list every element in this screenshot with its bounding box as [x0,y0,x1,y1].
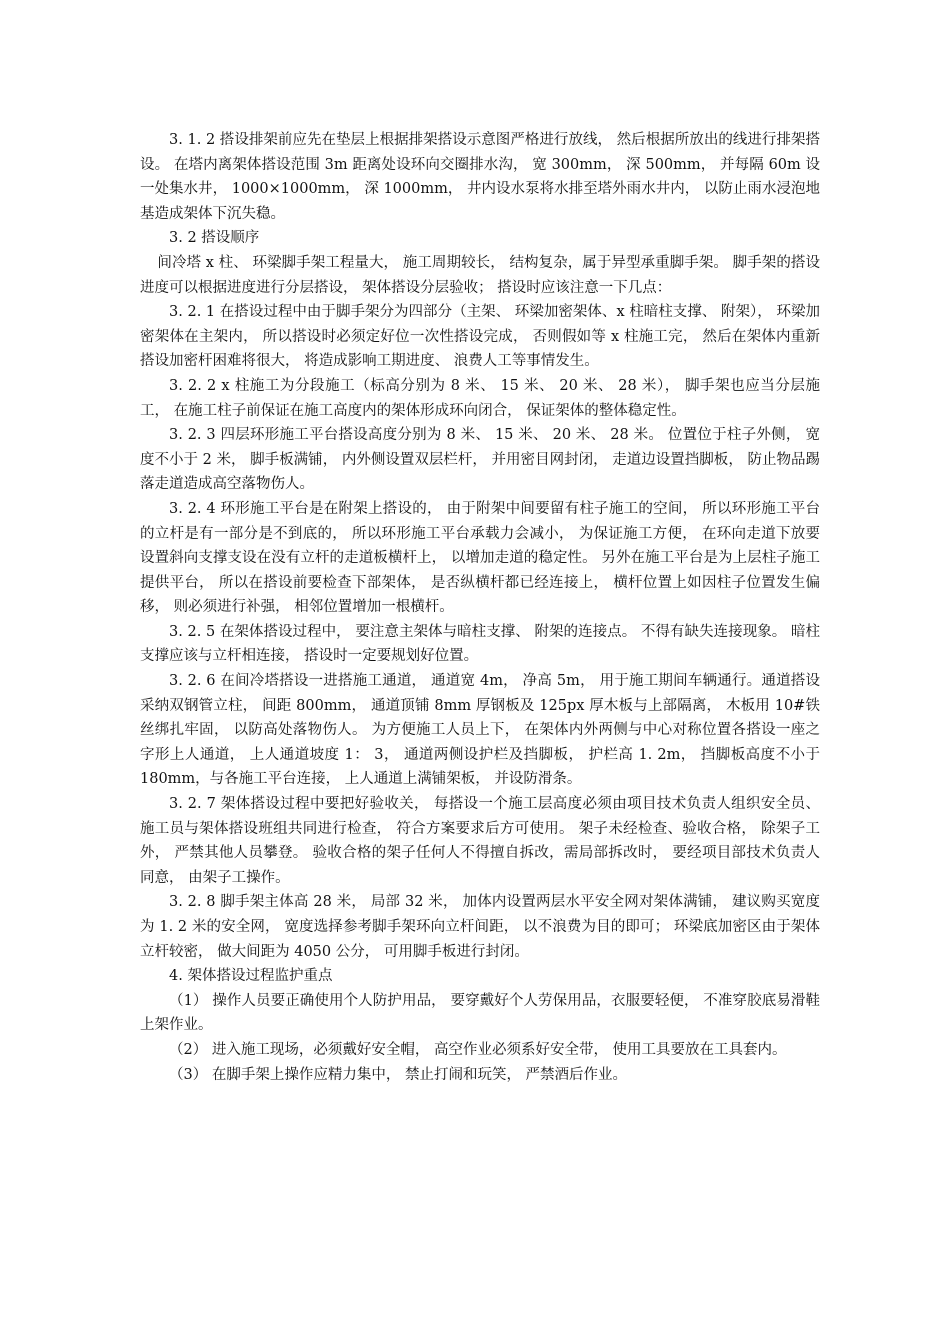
document-body [140,128,820,1087]
paragraph-3-2-8: 3. 2. 8 脚手架主体高 28 米， 局部 32 米， 加体内设置两层水平安全网对架体满铺， 建议购买宽度为 1. 2 米的安全网， 宽度选择参考脚手架环向立杆间距， 以不浪费为目的即可； 环梁底加密区由于架体立杆较密， 做大间距为 4050 公分， 可用脚手板进行封闭。 [140,894,820,960]
heading-4: 4. 架体搭设过程监护重点 [169,968,333,985]
list-item-3: （3） 在脚手架上操作应精力集中， 禁止打闹和玩笑， 严禁酒后作业。 [169,1066,628,1083]
paragraph-3-1-2: 3. 1. 2 搭设排架前应先在垫层上根据排架搭设示意图严格进行放线， 然后根据所放出的线进行排架搭设。 在塔内离架体搭设范围 3m 距离处设环向交圈排水沟， 宽 300mm， 深 500mm， 并每隔 60m 设一处集水井， 1000×1000mm， 深 1000mm， 井内设水泵将水排至塔外雨水井内， 以防止雨水浸泡地基造成架体下沉失稳。 [140,132,820,222]
paragraph-3-2-5: 3. 2. 5 在架体搭设过程中， 要注意主架体与暗柱支撑、 附架的连接点。 不得有缺失连接现象。 暗柱支撑应该与立杆相连接， 搭设时一定要规划好位置。 [140,623,820,665]
list-item-1: （1） 操作人员要正确使用个人防护用品， 要穿戴好个人劳保用品，衣服要轻便， 不准穿胶底易滑鞋上架作业。 [140,992,820,1034]
paragraph-intro: 间冷塔 x 柱、 环梁脚手架工程量大， 施工周期较长， 结构复杂，属于异型承重脚手架。 脚手架的搭设进度可以根据进度进行分层搭设， 架体搭设分层验收； 搭设时应该注意一下几点： [140,254,820,296]
paragraph-3-2-1: 3. 2. 1 在搭设过程中由于脚手架分为四部分（主架、 环梁加密架体、x 柱暗柱支撑、 附架）， 环梁加密架体在主架内， 所以搭设时必须定好位一次性搭设完成， 否则假如等 x 柱施工完， 然后在架体内重新搭设加密杆困难将很大， 将造成影响工期进度、 浪费人工等事情发生。 [140,304,820,370]
paragraph-3-2-2: 3. 2. 2 x 柱施工为分段施工（标高分别为 8 米、 15 米、 20 米、 28 米）， 脚手架也应当分层施工， 在施工柱子前保证在施工高度内的架体形成环向闭合， 保证架体的整体稳定性。 [140,377,820,419]
paragraph-3-2-4: 3. 2. 4 环形施工平台是在附架上搭设的， 由于附架中间要留有柱子施工的空间， 所以环形施工平台的立杆是有一部分是不到底的， 所以环形施工平台承载力会减小， 为保证施工方便， 在环向走道下放要设置斜向支撑支设在没有立杆的走道板横杆上， 以增加走道的稳定性。 另外在施工平台是为上层柱子施工提供平台， 所以在搭设前要检查下部架体， 是否纵横杆都已经连接上， 横杆位置上如因柱子位置发生偏移， 则必须进行补强， 相邻位置增加一根横杆。 [140,500,820,616]
list-item-2: （2） 进入施工现场，必须戴好安全帽， 高空作业必须系好安全带， 使用工具要放在工具套内。 [169,1041,787,1058]
paragraph-3-2-7: 3. 2. 7 架体搭设过程中要把好验收关， 每搭设一个施工层高度必须由项目技术负责人组织安全员、 施工员与架体搭设班组共同进行检查， 符合方案要求后方可使用。 架子未经检查、验收合格， 除架子工外， 严禁其他人员攀登。 验收合格的架子任何人不得擅自拆改，需局部拆改时， 要经项目部技术负责人同意， 由架子工操作。 [140,796,820,886]
paragraph-3-2-3: 3. 2. 3 四层环形施工平台搭设高度分别为 8 米、 15 米、 20 米、 28 米。 位置位于柱子外侧， 宽度不小于 2 米， 脚手板满铺， 内外侧设置双层栏杆， 并用密目网封闭， 走道边设置挡脚板， 防止物品踢落走道造成高空落物伤人。 [140,427,820,493]
heading-3-2: 3. 2 搭设顺序 [169,230,260,247]
paragraph-3-2-6: 3. 2. 6 在间冷塔搭设一进搭施工通道， 通道宽 4m， 净高 5m， 用于施工期间车辆通行。通道搭设采纳双钢管立柱， 间距 800mm， 通道顶铺 8mm 厚钢板及 125px 厚木板与上部隔离， 木板用 10#铁丝绑扎牢固， 以防高处落物伤人。 为方便施工人员上下， 在架体内外两侧与中心对称位置各搭设一座之字形上人通道， 上人通道坡度 1： 3， 通道两侧设护栏及挡脚板， 护栏高 1. 2m， 挡脚板高度不小于 180mm，与各施工平台连接， 上人通道上满铺架板， 并设防滑条。 [140,673,820,788]
